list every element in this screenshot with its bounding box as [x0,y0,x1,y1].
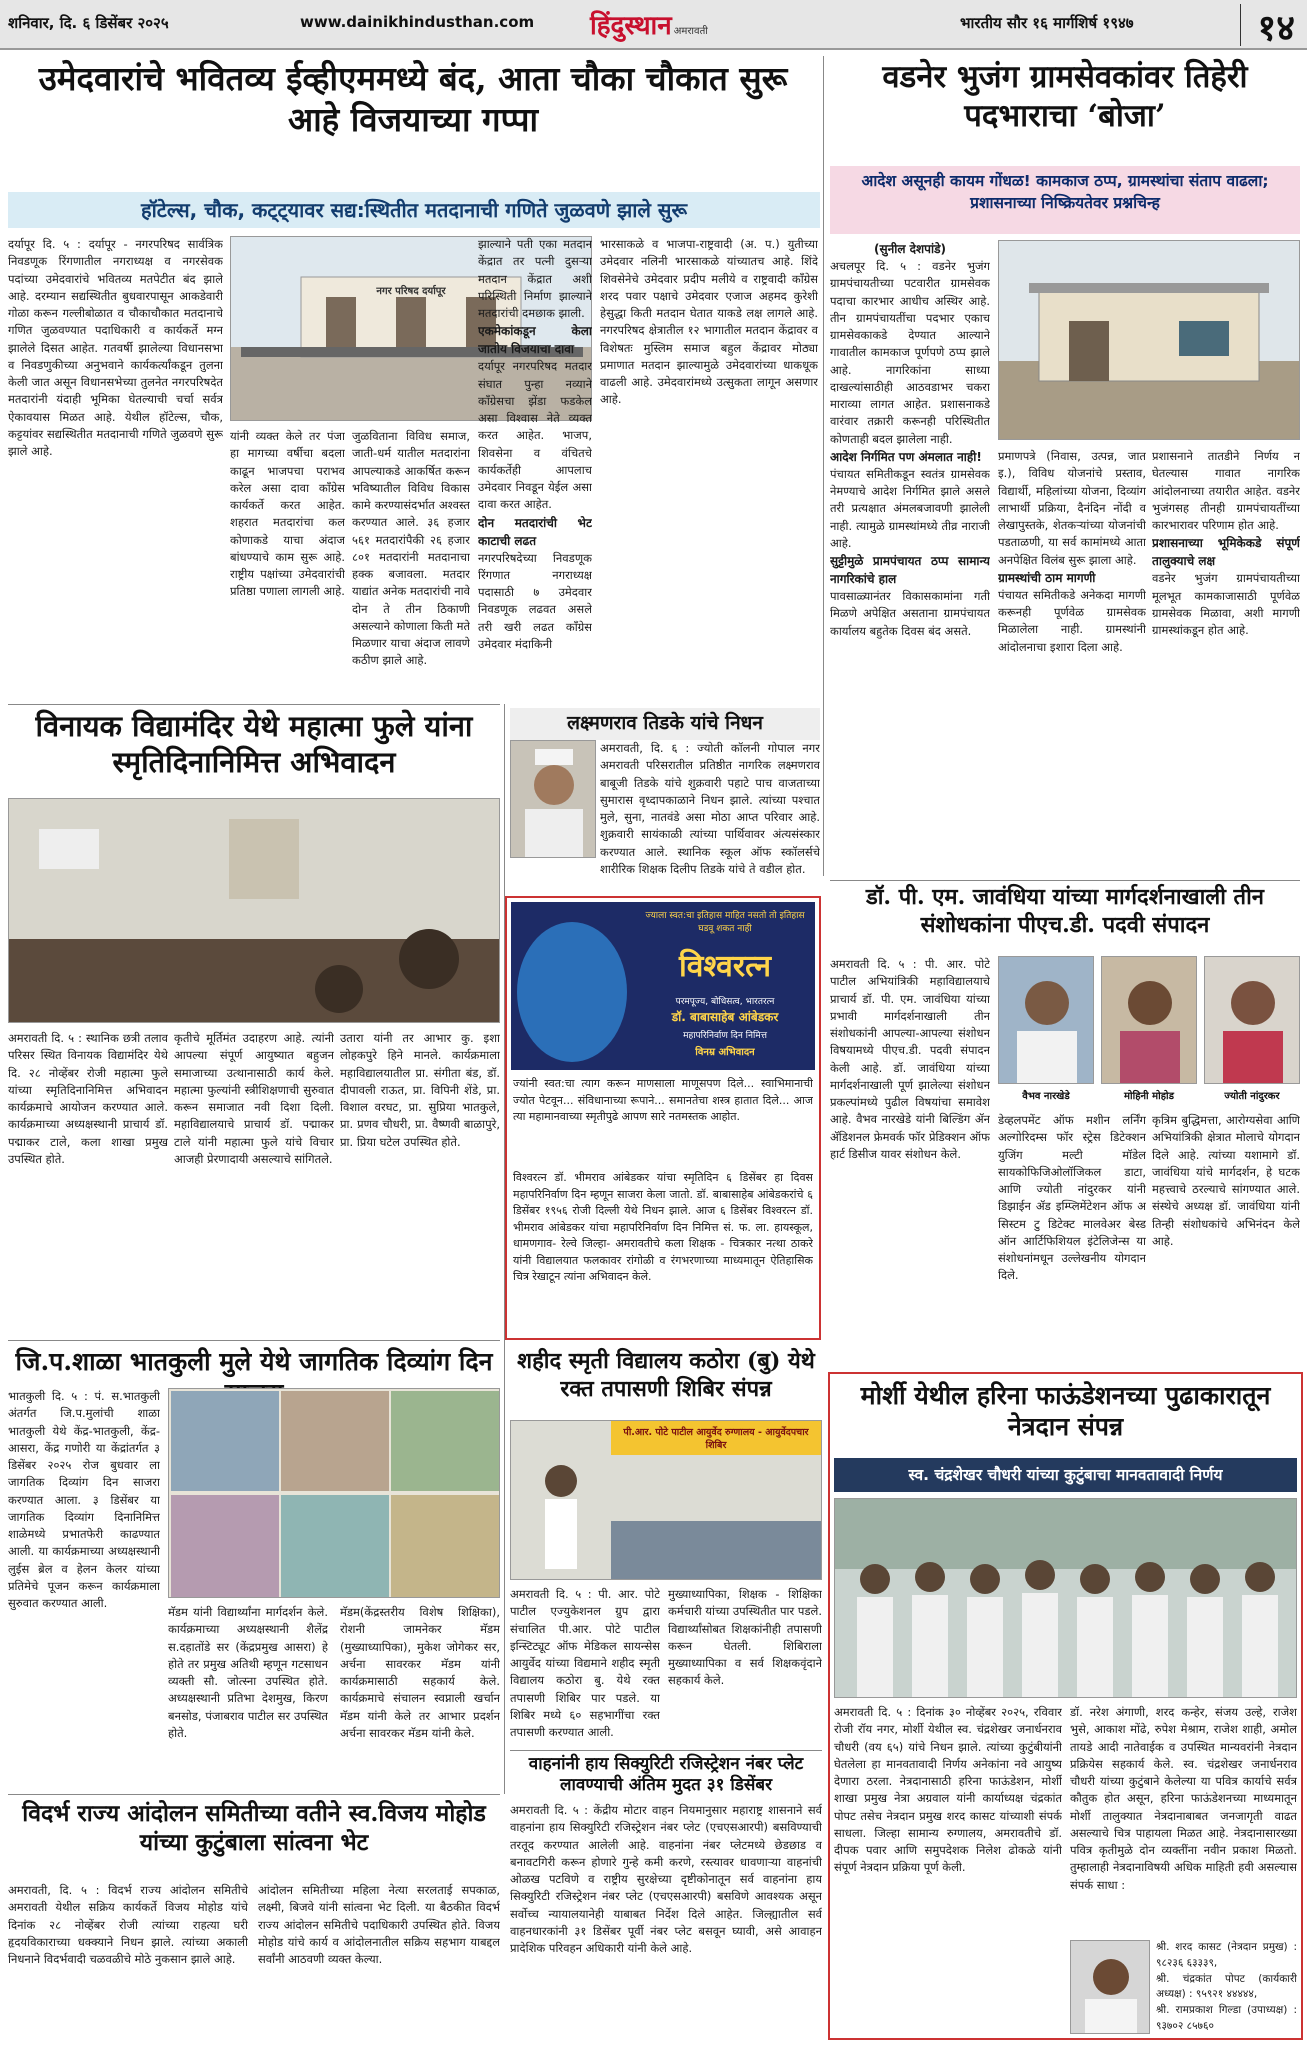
researcher-photos [998,956,1300,1106]
masthead [0,0,1307,50]
story7-col1: भातकुली दि. ५ : पं. स.भातकुली अंतर्गत जि.प.मुलांची शाळा भातकुली येथे केंद्र-भातकुली, केंद्र-आसरा, केंद्र गणोरी या केंद्रांतर्गत ३ डिसेंबर २०२५ रोज बुधवार ला जागतिक दिव्यांग दिन साजरा करण्यात आला. ३ डिसेंबर या जागतिक दिव्यांग दिनानिमित्त शाळेमध्ये प्रभातफेरी काढण्यात आली. या कार्यक्रमाच्या अध्यक्षस्थानी लुईस ब्रेल व हेलन केलर यांच्या प्रतिमेचे पूजन करून कार्यक्रमाला सुरुवात करण्यात आली. [8,1389,160,1610]
issue-date: शनिवार, दि. ६ डिसेंबर २०२५ [8,14,169,32]
saka-date: भारतीय सौर १६ मार्गशिर्ष १९४७ [960,14,1134,32]
story6-photo [834,1498,1297,1698]
story1-col4-text-c: नगरपरिषदेच्या निवडणूक रिंगणात नगराध्यक्ष पदासाठी ७ उमेदवार निवडणूक लढवत असले तरी खरी लढत काँग्रेस उमेदवार मंदाकिनी [478,550,592,651]
researcher-photo-1 [998,956,1094,1084]
column-divider [504,1344,505,1794]
column-divider [823,56,824,876]
edition-name: अमरावती [673,26,708,37]
section-divider [830,880,1300,881]
group-photo-illustration [835,1499,1297,1698]
story8-photo [510,1420,822,1580]
story2-photo [998,240,1300,440]
story4-headline: लक्ष्मणराव तिडके यांचे निधन [510,708,820,740]
story2-col2-text-b: पंचायत समितीकडे अनेकदा मागणी करूनही पूर्णवेळ ग्रामसेवक मिळालेला नाही. ग्रामस्थांनी आंदोलनाचा इशारा दिला आहे. [998,587,1146,654]
story3-col3: उतारा यांनी तर आभार कु. इशा लोहकपुरे हिने मानले. कार्यक्रमाला महाविद्यालयातील प्रा. संगीता बंड, डॉ. दीपावली राऊत, प्रा. विपिनी शेंडे, प्रा. विशाल वरघट, प्रा. सुप्रिया भातकुले, प्रा. प्रणव चौधरी, प्रा. वैष्णवी बाळापुरे, प्रा. प्रिया घटेल उपस्थित होते. [340,1031,500,1149]
story8-headline: शहीद स्मृती विद्यालय कठोरा (बु) येथे रक्त तपासणी शिबिर संपन्न [517,1348,815,1402]
story1-photo-caption: नगर परिषद दर्यापूर [376,286,446,297]
story1-col4-text-b: दर्यापूर नगरपरिषद मतदार संघात पुन्हा नव्याने कॉंग्रेसचा झेंडा फडकेल असा विश्वास नेते व्यक्त करत आहेत. भाजप, शिवसेना व वंचितचे कार्यकर्तेही आपलाच उमेदवार निवडून येईल असा दावा करत आहेत. [478,359,592,512]
story6-subhead: स्व. चंद्रशेखर चौधरी यांच्या कुटुंबाचा मानवतावादी निर्णय [834,1458,1297,1492]
portrait-illustration [511,741,596,858]
story9-headline: वाहनांनी हाय सिक्युरिटी रजिस्ट्रेशन नंबर प्लेट लावण्याची अंतिम मुदत ३१ डिसेंबर [528,1754,804,1796]
person-icon [1071,1941,1150,2034]
portrait-icon [517,922,627,1062]
contact-1: श्री. शरद कासट (नेत्रदान प्रमुख) : ९८२३६ ६३३३९, [1156,1941,1297,1969]
story3-col1: अमरावती दि. ५ : स्थानिक छत्री तलाव परिसर स्थित विनायक विद्यामंदिर येथे दि. २८ नोव्हेंबर रोजी महात्मा फुले यांच्या स्मृतिदिनानिमित्त अभिवादन कार्यक्रमाचे आयोजन करण्यात आले. कार्यक्रमाच्या अध्यक्षस्थानी प्राचार्य डॉ. पद्माकर टाले, कला शाखा प्रमुख उपस्थित होते. [8,1031,168,1166]
story6-headline: मोर्शी येथील हरिना फाऊंडेशनच्या पुढाकारातून नेत्रदान संपन्न [860,1381,1271,1442]
school-event-collage [169,1389,500,1598]
researcher-photo-3 [1204,956,1300,1084]
story6-col2: डॉ. नरेश अंगाणी, शरद कन्हेर, संजय उल्हे, राजेश भुसे, आकाश मोंढे, रुपेश मेश्राम, राजेश शाही, अमोल तायडे आदी नातेवाईक व उपस्थित मान्यवरांनी नेत्रदान प्रक्रियेस सहकार्य केले. स्व. चंद्रशेखर जनार्धनराव चौधरी यांच्या कुटुंबाने केलेल्या या पवित्र कार्याचे सर्वत्र कौतुक होत असून, हरिना फाऊंडेशनच्या माध्यमातून मोर्शी तालुक्यात नेत्रदानाबाबत जनजागृती वाढत असल्याचे चित्र पाहायला मिळत आहे. नेत्रदानासारख्या पवित्र कृतीमुळे दोन व्यक्तींना नवीन प्रकाश मिळतो. तुम्हालाही नेत्रदानाविषयी अधिक माहिती हवी असल्यास संपर्क साधा : [1070,1705,1297,1892]
poster-body: विश्वरत्न डॉ. भीमराव आंबेडकर यांचा स्मृतिदिन ६ डिसेंबर हा दिवस महापरिनिर्वाण दिन म्हणून साजरा केला जातो. डॉ. बाबासाहेब आंबेडकरांचे ६ डिसेंबर १९५६ रोजी दिल्ली येथे निधन झाले. आज ६ डिसेंबर विश्वरत्न डॉ. भीमराव आंबेडकर यांचा महापरिनिर्वाण दिन निमित्त सं. फ. ला. हायस्कूल, धामणगाव- रेल्वे जिल्हा- अमरावतीचे कला शिक्षक - चित्रकार नत्था ठाकरे यांनी विद्यालयात फलकावर रांगोळी व रंगभरणाच्या माध्यमातून ऐतिहासिक चित्र रेखाटून त्यांना अभिवादन केले. [513,1171,813,1283]
story2-col3-text-b: वडनेर भुजंग ग्रामपंचायतीच्या मूलभूत कामकाजासाठी पूर्णवेळ ग्रामसेवक मिळावा, अशी मागणी ग्रामस्थांकडून होत आहे. [1152,571,1300,637]
story7-col2: मॅडम यांनी विद्यार्थ्यांना मार्गदर्शन केले. कार्यक्रमाच्या अध्यक्षस्थानी शैलेंद्र स.दहातोंडे सर (केंद्रप्रमुख आसरा) हे होते तर प्रमुख अतिथी म्हणून गटसाधन व्यक्ती सौ. जोत्स्ना उपस्थित होते. अध्यक्षस्थानी प्रतिभा देशमुख, किरण बनसोड, पंजाबराव पाटील सर उपस्थित होते. [168,1605,328,1740]
researcher-name-1: वैभव नारखेडे [1022,1091,1070,1102]
story1-col2: यांनी व्यक्त केले तर पंजा हा मागच्या वर्षीचा बदला काढून भाजपचा पराभव करेल असा दावा काँग्रेस कार्यकर्ते करत आहेत. शहरात मतदारांचा कल कोणाकडे याचा अंदाज बांधण्याचे काम सुरू आहे. राष्ट्रीय पक्षांच्या उमेदवारांची प्रतिष्ठा पणाला लागली आहे. [230,429,345,599]
story5-headline: डॉ. पी. एम. जावंधिया यांच्या मार्गदर्शनाखाली तीन संशोधकांना पीएच.डी. पदवी संपादन [865,884,1265,938]
camp-banner: पी.आर. पोटे पाटील आयुर्वेद रुग्णालय - आयुर्वेदपचार शिबिर [623,1427,809,1451]
section-divider [8,704,500,705]
story1-col1: दर्यापूर दि. ५ : दर्यापूर - नगरपरिषद सार्वत्रिक निवडणूक रिंगणातील नगराध्यक्ष व नगरसेवक पदांच्या उमेदवारांचे भवितव्य मतपेटीत बंद झाले आहे. दरम्यान सद्यस्थितीत बुधवारपासून आकडेवारी गोळा करून गल्लीबोळात व चौकाचौकात मतदानाचे गणित जुळवण्यात पदाधिकारी व कार्यकर्ते मग्न झालेले दिसत आहेत. गतवर्षी झालेल्या विधानसभा व निवडणुकीच्या अनुभवाने कार्यकर्त्यांकडून तुलना केली जात असून विधानसभेच्या तुलनेत नगरपरिषदेत मतदारांनी यंदाही भूमिका घेतल्याची चर्चा सर्वत्र ऐकावयास मिळत आहे. येथील हॉटेल्स, चौक, कट्टयांवर सद्यस्थितीत मतदानाची गणिते जुळवणे सुरू झाले आहे. [8,237,223,458]
story4-photo [510,740,596,858]
story1-col3: जुळविताना विविध समाज, जाती-धर्म यातील मतदारांना आपल्याकडे आकर्षित करून भविष्यातील विविध विकास कामे करण्यासंदर्भात अश्वस्त करण्यात आले. ३६ हजार ५६१ मतदारांपैकी २६ हजार ८०१ मतदारांनी मतदानाचा हक्क बजावला. मतदार याद्यांत अनेक मतदारांची नावे दोन ते तीन ठिकाणी असल्याने कोणाला किती मते मिळणार याचा अंदाज लावणे कठीण झाले आहे. [352,429,470,668]
section-divider [510,1750,822,1751]
researcher-name-2: मोहिनी मोहोड [1124,1091,1174,1102]
story1-col4-subhead2: दोन मतदारांची भेट काटाची लढत [478,515,592,548]
story2-col2-text: प्रमाणपत्रे (निवास, उत्पन्न, जात इ.), विविध योजनांचे प्रस्ताव, विद्यार्थी, महिलांच्या योजना, दिव्यांग लाभार्थी प्रक्रिया, दैनंदिन नोंदी व लेखापुस्तके, शेतकऱ्यांच्या योजनांची पडताळणी, या सर्व कामांमध्ये आता अनपेक्षित विलंब सुरू झाला आहे. [998,449,1146,567]
story3-col2: कृतीचे मूर्तिमंत उदाहरण आहे. त्यांनी आपल्या संपूर्ण आयुष्यात बहुजन समाजाच्या उत्थानासाठी कार्य केले. महात्मा फुल्यांनी स्त्रीशिक्षणाची सुरुवात करून समाजात नवी दिशा दिली. महाविद्यालयाचे प्राचार्य डॉ. पद्माकर टाले यांनी महात्मा फुले यांचे विचार आजही प्रेरणादायी असल्याचे सांगितले. [174,1031,334,1166]
story5-col1: अमरावती दि. ५ : पी. आर. पोटे पाटील अभियांत्रिकी महाविद्यालयाचे प्राचार्य डॉ. पी. एम. जावंधिया यांच्या प्रभावी मार्गदर्शनाखाली तीन संशोधकांनी आपल्या-आपल्या संशोधन विषयामध्ये पीएच.डी. पदवी संपादन केली आहे. डॉ. जावंधिया यांच्या मार्गदर्शनाखाली पूर्ण झालेल्या संशोधन प्रकल्पांमध्ये पुढील विषयांचा समावेश आहे. वैभव नारखेडे यांनी बिल्डिंग ॲन ॲडिशनल फ्रेमवर्क फॉर प्रेडिक्शन ऑफ हार्ट डिसीज यावर संशोधन केले. [830,957,990,1161]
story6-col1: अमरावती दि. ५ : दिनांक ३० नोव्हेंबर २०२५, रविवार रोजी रॉय नगर, मोर्शी येथील स्व. चंद्रशेखर जनार्धनराव चौधरी (वय ६५) यांचे निधन झाले. त्यांच्या कुटुंबीयांनी घेतलेला हा मानवतावादी निर्णय अनेकांना नवे आयुष्य देणारा ठरला. नेत्रदानासाठी हरिना फाऊंडेशन, मोर्शी शाखा प्रमुख नेत्रा अग्रवाल यांनी कार्याध्यक्ष चंद्रकांत पोपट तसेच नेत्रदान प्रमुख शरद कासट यांच्याशी संपर्क साधला. जिल्हा सामान्य रुग्णालय, अमरावतीचे डॉ. दीपक पवार आणि समुपदेशक निलेश ढोकळे यांनी संपूर्ण नेत्रदान प्रक्रिया पूर्ण केली. [834,1705,1062,1875]
story3-headline: विनायक विद्यामंदिर येथे महात्मा फुले यांना स्मृतिदिनानिमित्त अभिवादन [35,709,473,780]
newspaper-logo [590,6,708,42]
poster-image [511,902,815,1070]
logo-text: हिंदुस्थान [590,11,672,41]
story2-col3 [1152,448,1300,876]
story8-col1: अमरावती दि. ५ : पी. आर. पोटे पाटील एज्युकेशनल ग्रुप द्वारा संचालित पी.आर. पोटे पाटील इन्स्टिट्यूट ऑफ मेडिकल सायन्सेस आयुर्वेद यांच्या विद्यमाने शहीद स्मृती विद्यालय कठोरा बु. येथे रक्त तपासणी शिबिर पार पडले. या शिबिर मध्ये ६० सहभागींचा रक्त तपासणी करण्यात आली. [510,1587,660,1739]
story2-sub1: आदेश निर्गमित पण अंमलात नाही! [830,449,982,464]
section-divider [8,1794,500,1795]
story10-col1: अमरावती, दि. ५ : विदर्भ राज्य आंदोलन समितीचे अमरावती येथील सक्रिय कार्यकर्ते विजय मोहोड यांचे दिनांक २८ नोव्हेंबर रोजी त्यांच्या राहत्या घरी हृदयविकाराच्या धक्क्याने निधन झाले. त्यांच्या अकाली निधनाने विदर्भवादी चळवळीचे मोठे नुकसान झाले आहे. [8,1883,248,1966]
classroom-illustration [9,799,500,1023]
story2-col1-text: अचलपूर दि. ५ : वडनेर भुजंग ग्रामपंचायतीच्या पटवारीत ग्रामसेवक पदाचा कारभार आधीच अस्थिर आहे. तीन ग्रामपंचायतींचा पदभार एकाच ग्रामसेवकाकडे देण्यात आल्याने गावातील कामकाज पूर्णपणे ठप्प झाले आहे. नागरिकांना साध्या दाखल्यांसाठीही आठवडाभर चकरा माराव्या लागत आहेत. प्रशासनाकडे वारंवार तक्रारी करूनही परिस्थितीत कोणताही बदल झालेला नाही. [830,259,990,446]
poster-line1: परमपूज्य, बोधिसत्व, भारतरत्न [675,997,775,1007]
person-icon [999,957,1094,1084]
story1-col4-text: झाल्याने पती एका मतदान केंद्रात तर पत्नी दुसऱ्या मतदान केंद्रात अशी परिस्थिती निर्माण झाल्याने मतदारांची दमछाक झाली. [478,237,592,320]
story5-col2: डेव्हलपमेंट ऑफ मशीन लर्निंग अल्गोरिदम्स फॉर स्ट्रेस डिटेक्शन युजिंग मल्टी मॉडेल सायकोफिजिओलॉजिकल डाटा, आणि ज्योती नांदुरकर यांनी डिझाईन ॲड इम्प्लिमेंटेशन ऑफ अ सिस्टम टु डिटेक्ट मालवेअर बेस्ड ऑन आर्टिफिशियल इंटेलिजेन्स या संशोधनांमधून उल्लेखनीय योगदान दिले. [998,1113,1146,1283]
poster-poem: ज्यांनी स्वत:चा त्याग करून माणसाला माणूसपण दिले... स्वाभिमानाची ज्योत पेटवून... संविधानाच्या रूपाने... समानतेचा शस्त्र हातात दिले... आज त्या महामानवाच्या स्मृतीपुढे आपण सारे नतमस्तक आहोत. [513,1077,813,1123]
story7-headline: जि.प.शाळा भातकुली मुले येथे जागतिक दिव्यांग दिन [15,1347,493,1376]
story2-col1 [830,240,990,876]
contact-3: श्री. रामप्रकाश गिल्डा (उपाध्यक्ष) : ९३७०२ ८५७६० [1156,2004,1297,2032]
story1-col4 [478,236,592,698]
story7-photo [168,1388,500,1598]
story3-photo [8,798,500,1023]
story6-portrait [1070,1940,1150,2034]
poster-tagline: ज्याला स्वत:चा इतिहास माहित नसतो तो इतिहास घडवू शकत नाही [645,911,805,934]
poster-line2: डॉ. बाबासाहेब आंबेडकर [671,1010,779,1024]
poster-line4: विनम्र अभिवादन [695,1047,755,1058]
story1-col5: भारसाकळे व भाजपा-राष्ट्रवादी (अ. प.) युतीच्या उमेदवार नलिनी भारसाकळे यांच्यातच आहे. शिंदे शिवसेनेचे उमेदवार प्रदीप मलीये व राष्ट्रवादी काँग्रेस शरद पवार पक्षाचे उमेदवार एजाज अहमद कुरेशी हेसुद्धा किती मतदान घेतात याकडे लक्ष लागले आहे. नगरपरिषद क्षेत्रातील १२ भागातील मतदान केंद्रावर व विशेषतः मुस्लिम समाज बहुल केंद्रावर मोठ्या प्रमाणात मतदान झाल्यामुळे उमेदवारांच्या धाकधूक वाढली आहे. उमेदवारांमध्ये उत्सुकता लागून असणार आहे. [600,237,818,407]
story2-subhead: आदेश असूनही कायम गोंधळ! कामकाज ठप्प, ग्रामस्थांचा संताप वाढला; प्रशासनाच्या निष्क्रियतेवर प्रश्नचिन्ह [830,166,1300,234]
story2-col2 [998,448,1146,876]
story1-col4-subhead: एकमेकांकडून केला जातोय विजयाचा दावा [478,324,592,357]
story9-body: अमरावती दि. ५ : केंद्रीय मोटार वाहन नियमानुसार महाराष्ट्र शासनाने सर्व वाहनांना हाय सिक्युरिटी रजिस्ट्रेशन नंबर प्लेट (एचएसआरपी) बसविण्याची तरतूद करण्यात आलेली आहे. वाहनांना नंबर प्लेटमध्ये छेडछाड व बनावटगिरी करून होणारे गुन्हे कमी करणे, रस्त्यावर धावणाऱ्या वाहनांची ओळख पटविणे व राष्ट्रीय सुरक्षेच्या दृष्टीकोनातून सर्व वाहनांना हाय सिक्युरिटी रजिस्ट्रेशन नंबर प्लेट (एचएसआरपी) बसविणे आवश्यक असून सर्वोच्च न्यायालयानेही याबाबत निर्देश दिले आहेत. जिल्ह्यातील सर्व वाहनधारकांनी ३१ डिसेंबर पूर्वी नंबर प्लेट बसवून घ्यावी, असे आवाहन प्रादेशिक परिवहन अधिकारी यांनी केले आहे. [510,1803,822,1955]
section-divider [8,1340,500,1341]
story7-col3: मॅडम(केंद्रस्तरीय विशेष शिक्षिका), रोशनी जामनेकर मॅडम (मुख्याध्यापिका), मुकेश जोगेकर सर, अर्चना सावरकर मॅडम यांनी कार्यक्रमासाठी सहकार्य केले. कार्यक्रमाचे संचालन स्वप्नाली खर्चान मॅडम यांनी केले तर आभार प्रदर्शन अर्चना सावरकर मॅडम यांनी केले. [340,1605,500,1740]
story4-body: अमरावती, दि. ६ : ज्योती कॉलनी गोपाल नगर अमरावती परिसरातील प्रतिष्ठीत नागरिक लक्ष्मणराव बाबूजी तिडके यांचे शुक्रवारी पहाटे पाच वाजताच्या सुमारास वृध्दापकाळाने निधन झाले. त्यांच्या पश्चात मुले, सुना, नातवंडे असा मोठा आप्त परिवार आहे. शुक्रवारी सायंकाळी त्यांच्या पार्थिवावर अंत्यसंस्कार करण्यात आले. स्थानिक स्कूल ऑफ स्कॉलर्सचे शारीरिक शिक्षक दिलीप तिडके यांचे ते वडील होत. [600,741,820,876]
story8-col2: मुख्याध्यापिका, शिक्षक - शिक्षिका कर्मचारी यांच्या उपस्थितीत पार पडले. विद्यार्थ्यांसोबत शिक्षकांनीही तपासणी करून घेतली. शिबिराला मुख्याध्यापिका व सर्व शिक्षकवृंदाने सहकार्य केले. [668,1587,822,1688]
story1-subhead: हॉटेल्स, चौक, कट्ट्यावर सद्य:स्थितीत मतदानाची गणिते जुळवणे झाले सुरू [8,192,820,228]
page-number: १४ [1257,8,1295,49]
story2-headline: वडनेर भुजंग ग्रामसेवकांवर तिहेरी पदभाराचा ‘बोजा’ [882,59,1248,134]
story2-sub2: सुट्टीमुळे प्रामपंचायत ठप्प सामान्य नागरिकांचे हाल [830,554,990,586]
story2-sub4: प्रशासनाच्या भूमिकेकडे संपूर्ण तालुक्याचे लक्ष [1152,536,1300,569]
poster-title: विश्वरत्न [678,949,771,984]
story6-contacts [1156,1940,1297,2034]
person-icon [1205,957,1300,1084]
eye-donation-box [828,1372,1303,2040]
grampanchayat-office-illustration [999,241,1300,440]
masthead-divider [1240,4,1241,46]
story10-headline: विदर्भ राज्य आंदोलन समितीच्या वतीने स्व.विजय मोहोड यांच्या कुटुंबाला सांत्वना भेट [22,1800,486,1856]
story2-col1-text-c: पावसाळ्यानंतर विकासकामांना गती मिळणे अपेक्षित असताना ग्रामपंचायत कार्यालय बहुतेक दिवस बंद असते. [830,589,990,638]
person-icon [1102,957,1197,1084]
researcher-name-3: ज्योती नांदुरकर [1224,1091,1280,1102]
story1-headline: उमेदवारांचे भवितव्य ईव्हीएममध्ये बंद, आता चौका चौकात सुरू आहे विजयाच्या गप्पा [38,59,788,140]
story2-col1-text-b: पंचायत समितीकडून स्वतंत्र ग्रामसेवक नेमण्याचे आदेश निर्गमित झाले असले तरी प्रत्यक्षात अंमलबजावणी झालेली नाही. त्यामुळे ग्रामस्थांमध्ये तीव्र नाराजी आहे. [830,466,990,550]
contact-2: श्री. चंद्रकांत पोपट (कार्यकारी अध्यक्ष) : ९५९२१ ४४४४४, [1156,1972,1297,2001]
story2-col3-text: प्रशासनाने तातडीने निर्णय न घेतल्यास गावात नागरिक आंदोलनाच्या तयारीत आहेत. वडनेर भुजंगसह तीनही ग्रामपंचायतींच्या कारभारावर परिणाम होत आहे. [1152,449,1300,532]
story2-byline: (सुनील देशपांडे) [873,242,947,256]
tribute-box [505,896,821,1340]
poster-line3: महापरिनिर्वाण दिन निमित्त [683,1031,767,1041]
story10-col2: आंदोलन समितीच्या महिला नेत्या सरलताई सपकाळ, लक्ष्मी, बिजवे यांनी सांत्वना भेट दिली. या बैठकीत विदर्भ राज्य आंदोलन समितीचे पदाधिकारी उपस्थित होते. विजय मोहोड यांचे कार्य व आंदोलनातील सक्रिय सहभाग याबद्दल सर्वांनी आठवणी व्यक्त केल्या. [258,1883,500,1966]
researcher-photo-2 [1101,956,1197,1084]
website-link[interactable]: www.dainikhindusthan.com [300,13,535,31]
story5-col3: कृत्रिम बुद्धिमत्ता, आरोग्यसेवा आणि अभियांत्रिकी क्षेत्रात मोलाचे योगदान दिले आहे. त्यांच्या यशामागे डॉ. जावंधिया यांचे मार्गदर्शन, हे घटक महत्त्वाचे ठरल्याचे सांगण्यात आले. संस्थेचे अध्यक्ष डॉ. जावंधिया यांनी तिन्ही संशोधकांचे अभिनंदन केले आहे. [1152,1113,1300,1248]
story2-sub3: ग्रामस्थांची ठाम मागणी [998,570,1096,585]
